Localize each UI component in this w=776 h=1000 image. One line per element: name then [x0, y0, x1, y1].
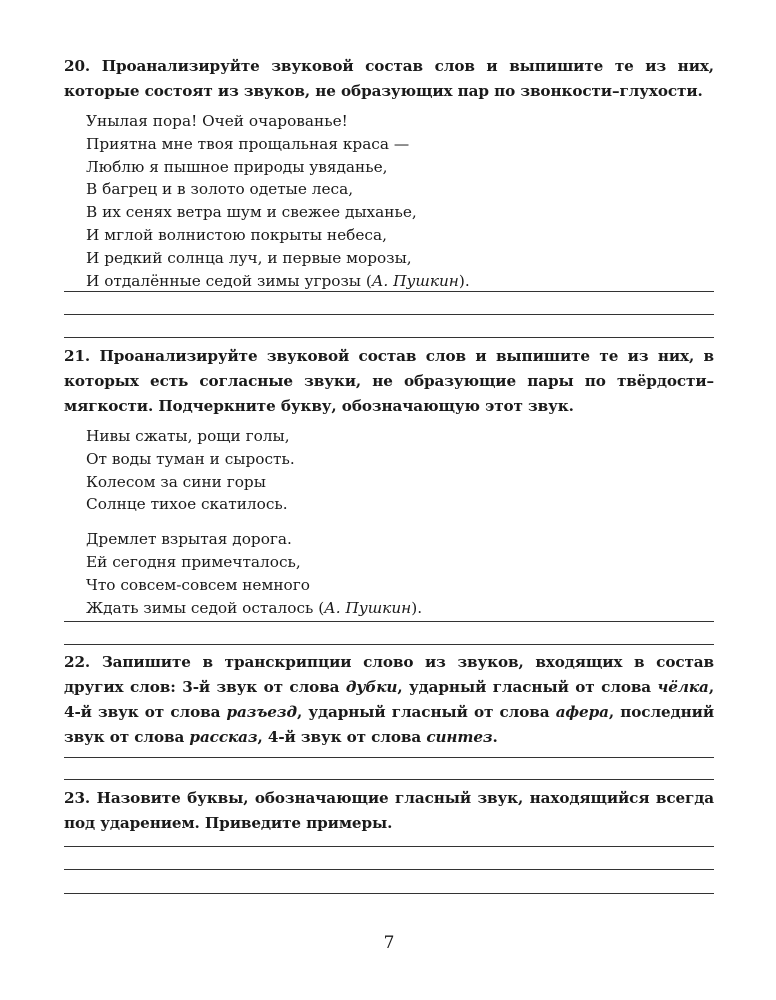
prompt-text: , ударный гласный от слова: [296, 703, 556, 721]
task-21-poem: [86, 425, 714, 619]
poem-closing: ).: [411, 598, 423, 617]
task-21: [64, 344, 714, 619]
answer-line[interactable]: [64, 869, 714, 870]
prompt-text: , ударный гласный от слова: [397, 678, 658, 696]
poem-line-last: [86, 270, 714, 293]
task-21-number: 21.: [64, 347, 91, 365]
poem-author: А. Пушкин: [371, 271, 459, 290]
word-dubki: дубки: [345, 678, 398, 696]
poem-line: Что совсем-совсем немного: [86, 575, 310, 594]
prompt-text: .: [492, 728, 498, 746]
page-number: 7: [383, 933, 395, 953]
answer-line[interactable]: [64, 779, 714, 780]
task-20-poem: [86, 110, 714, 292]
answer-line[interactable]: [64, 314, 714, 315]
task-23-text: Назовите буквы, обозначающие гласный звук, находящийся всегда под ударением. Приведите примеры.: [64, 789, 715, 832]
answer-line[interactable]: [64, 757, 714, 758]
word-rasskaz: рассказ: [189, 728, 258, 746]
task-22: [64, 650, 714, 750]
poem-line: И мглой волнистою покрыты небеса,: [86, 225, 387, 244]
word-sintez: синтез: [426, 728, 493, 746]
answer-line[interactable]: [64, 337, 714, 338]
poem-author: А. Пушкин: [324, 598, 412, 617]
answer-line[interactable]: [64, 893, 714, 894]
task-21-text: Проанализируйте звуковой состав слов и выпишите те из них, в которых есть согласные звуки, не образующие пары по твёрдости–мягкости. Подчеркните букву, обозначающую этот звук.: [64, 347, 714, 415]
task-20-number: 20.: [64, 57, 91, 75]
poem-line: Дремлет взрытая дорога.: [86, 530, 292, 549]
poem-line: В багрец и в золото одетые леса,: [86, 180, 354, 199]
task-21-prompt: [64, 344, 714, 419]
stanza-gap: [86, 516, 714, 528]
word-chyolka: чёлка: [657, 678, 709, 696]
answer-line[interactable]: [64, 621, 714, 622]
task-20-prompt: [64, 54, 714, 104]
prompt-text: Запишите в транскрипции слово из звуков, входящих в состав других слов: 3-й звук от слова: [64, 653, 714, 696]
answer-line[interactable]: [64, 644, 714, 645]
task-20: [64, 54, 714, 292]
poem-line-text: Ждать зимы седой осталось (: [86, 598, 325, 617]
word-afera: афера: [555, 703, 609, 721]
prompt-text: , 4-й звук от слова: [64, 678, 714, 721]
prompt-text: , 4-й звук от слова: [257, 728, 427, 746]
poem-line: Солнце тихое скатилось.: [86, 495, 288, 514]
answer-line[interactable]: [64, 846, 714, 847]
task-22-number: 22.: [64, 653, 91, 671]
poem-line: Приятна мне твоя прощальная краса —: [86, 134, 410, 153]
task-23-number: 23.: [64, 789, 91, 807]
task-20-text: Проанализируйте звуковой состав слов и выпишите те из них, которые состоят из звуков, не образующих пар по звонкости–глухости.: [64, 57, 714, 100]
answer-line[interactable]: [64, 291, 714, 292]
poem-line: Нивы сжаты, рощи голы,: [86, 427, 290, 445]
word-razyezd: разъезд: [226, 703, 297, 721]
poem-line: В их сенях ветра шум и свежее дыханье,: [86, 203, 417, 222]
poem-line-text: И отдалённые седой зимы угрозы (: [86, 271, 372, 290]
task-23: [64, 786, 714, 836]
task-22-prompt: [64, 650, 714, 750]
poem-closing: ).: [458, 271, 470, 290]
poem-line: Ей сегодня примечталось,: [86, 552, 301, 571]
poem-line: От воды туман и сырость.: [86, 449, 295, 468]
prompt-text: , последний звук от слова: [64, 703, 714, 746]
poem-line-last: [86, 597, 714, 620]
poem-line: Унылая пора! Очей очарованье!: [86, 112, 348, 130]
workbook-page: [64, 0, 714, 1000]
poem-line: Колесом за сини горы: [86, 472, 266, 491]
poem-line: И редкий солнца луч, и первые морозы,: [86, 248, 412, 267]
task-23-prompt: [64, 786, 714, 836]
poem-line: Люблю я пышное природы увяданье,: [86, 157, 388, 176]
